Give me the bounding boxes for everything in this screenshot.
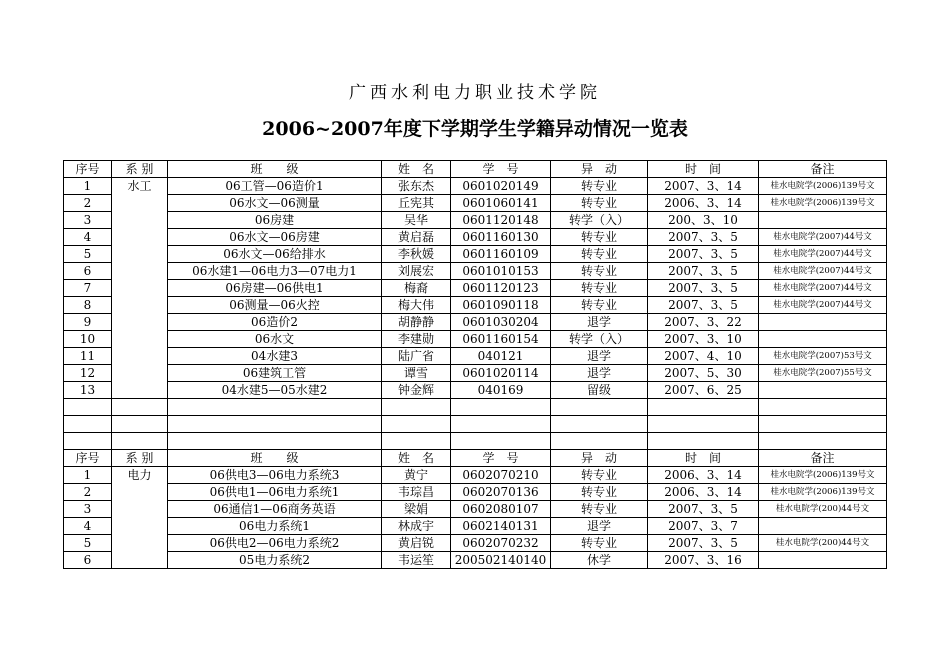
table-row [64,280,887,297]
header-col-id: 学 号 [451,161,551,178]
table-row [64,331,887,348]
class-cell: 04水建3 [168,348,382,365]
table-row [64,348,887,365]
student-name: 梁娟 [382,501,451,518]
table-row [64,297,887,314]
empty-cell [64,399,112,416]
header-col-no: 序号 [64,161,112,178]
student-id: 0601160154 [451,331,551,348]
table-row [64,535,887,552]
row-number: 4 [64,229,112,246]
table-row [64,195,887,212]
class-cell: 06水文—06房建 [168,229,382,246]
header-col-class: 班 级 [168,161,382,178]
empty-cell [168,399,382,416]
change-date: 2007、3、5 [648,297,759,314]
empty-cell [759,433,887,450]
empty-cell [648,433,759,450]
empty-cell [451,399,551,416]
status-change: 转专业 [551,297,648,314]
change-date: 2007、3、14 [648,178,759,195]
table-row [64,178,887,195]
change-date: 2006、3、14 [648,484,759,501]
document-title: 2006~2007年度下学期学生学籍异动情况一览表 [262,118,688,140]
student-name: 钟金辉 [382,382,451,399]
empty-cell [759,399,887,416]
student-name: 梅大伟 [382,297,451,314]
empty-row [64,416,887,433]
class-cell: 06造价2 [168,314,382,331]
status-change: 转专业 [551,535,648,552]
student-name: 黄启磊 [382,229,451,246]
student-name: 韦运笙 [382,552,451,569]
row-number: 12 [64,365,112,382]
student-name: 韦琮昌 [382,484,451,501]
row-number: 5 [64,246,112,263]
header-col-note: 备注 [759,161,887,178]
status-change: 退学 [551,518,648,535]
class-cell: 06供电2—06电力系统2 [168,535,382,552]
empty-cell [451,433,551,450]
empty-row [64,433,887,450]
student-id: 0602070232 [451,535,551,552]
change-date: 2006、3、14 [648,195,759,212]
status-change: 退学 [551,348,648,365]
table-row [64,484,887,501]
class-cell: 06电力系统1 [168,518,382,535]
table-row [64,467,887,484]
class-cell: 06建筑工管 [168,365,382,382]
status-change: 休学 [551,552,648,569]
change-date: 2007、3、5 [648,535,759,552]
remark-cell: 桂水电院学(2007)44号文 [759,229,887,246]
class-cell: 06通信1—06商务英语 [168,501,382,518]
header-col-change: 异 动 [551,161,648,178]
student-id: 0602140131 [451,518,551,535]
class-cell: 06水建1—06电力3—07电力1 [168,263,382,280]
student-id: 0602070210 [451,467,551,484]
status-change: 转专业 [551,467,648,484]
table-header-row [64,161,887,178]
row-number: 4 [64,518,112,535]
remark-cell: 桂水电院学(200)44号文 [759,535,887,552]
header-col-name: 姓 名 [382,161,451,178]
status-change: 退学 [551,314,648,331]
student-name: 黄启锐 [382,535,451,552]
empty-cell [112,416,168,433]
change-date: 2007、3、5 [648,263,759,280]
empty-cell [168,433,382,450]
student-name: 梅裔 [382,280,451,297]
table-row [64,314,887,331]
change-date: 2007、5、30 [648,365,759,382]
change-date: 2007、3、7 [648,518,759,535]
class-cell: 06供电1—06电力系统1 [168,484,382,501]
row-number: 9 [64,314,112,331]
status-change: 退学 [551,365,648,382]
status-change: 转专业 [551,195,648,212]
empty-cell [64,416,112,433]
change-date: 2007、3、16 [648,552,759,569]
header-col-id: 学 号 [451,450,551,467]
student-status-table [63,160,887,569]
student-name: 李秋媛 [382,246,451,263]
header-col-dept: 系 别 [112,161,168,178]
department-cell: 水工 [112,178,168,399]
remark-cell [759,552,887,569]
student-id: 040169 [451,382,551,399]
remark-cell: 桂水电院学(2007)55号文 [759,365,887,382]
student-name: 林成宇 [382,518,451,535]
status-change: 转专业 [551,501,648,518]
student-name: 陆广省 [382,348,451,365]
change-date: 2007、3、22 [648,314,759,331]
remark-cell: 桂水电院学(2007)44号文 [759,280,887,297]
change-date: 2006、3、14 [648,467,759,484]
remark-cell: 桂水电院学(2007)44号文 [759,297,887,314]
row-number: 11 [64,348,112,365]
empty-cell [382,416,451,433]
student-name: 吴华 [382,212,451,229]
change-date: 2007、3、5 [648,246,759,263]
change-date: 2007、3、5 [648,280,759,297]
change-date: 2007、6、25 [648,382,759,399]
row-number: 3 [64,212,112,229]
student-id: 0601160109 [451,246,551,263]
change-date: 2007、3、10 [648,331,759,348]
status-change: 转专业 [551,178,648,195]
row-number: 10 [64,331,112,348]
row-number: 6 [64,263,112,280]
row-number: 13 [64,382,112,399]
student-name: 李建勋 [382,331,451,348]
remark-cell [759,212,887,229]
student-name: 张东杰 [382,178,451,195]
student-id: 0601090118 [451,297,551,314]
remark-cell: 桂水电院学(2006)139号文 [759,484,887,501]
remark-cell [759,314,887,331]
status-change: 转专业 [551,246,648,263]
status-change: 留级 [551,382,648,399]
class-cell: 06水文—06测量 [168,195,382,212]
student-name: 刘展宏 [382,263,451,280]
header-col-date: 时 间 [648,161,759,178]
student-name: 丘宪其 [382,195,451,212]
empty-row [64,399,887,416]
student-name: 黄宁 [382,467,451,484]
student-id: 0601010153 [451,263,551,280]
status-change: 转学（入） [551,212,648,229]
class-cell: 06水文 [168,331,382,348]
table-row [64,229,887,246]
class-cell: 06供电3—06电力系统3 [168,467,382,484]
table-row [64,246,887,263]
student-id: 040121 [451,348,551,365]
status-change: 转专业 [551,229,648,246]
row-number: 5 [64,535,112,552]
empty-cell [64,433,112,450]
student-id: 0602070136 [451,484,551,501]
row-number: 2 [64,195,112,212]
class-cell: 06房建—06供电1 [168,280,382,297]
row-number: 8 [64,297,112,314]
empty-cell [648,416,759,433]
remark-cell: 桂水电院学(200)44号文 [759,501,887,518]
table-header-row [64,450,887,467]
table-row [64,518,887,535]
empty-cell [551,416,648,433]
empty-cell [112,399,168,416]
student-name: 谭雪 [382,365,451,382]
header-col-date: 时 间 [648,450,759,467]
header-col-note: 备注 [759,450,887,467]
student-id: 0601020149 [451,178,551,195]
student-id: 0601030204 [451,314,551,331]
remark-cell: 桂水电院学(2007)44号文 [759,263,887,280]
remark-cell [759,518,887,535]
class-cell: 04水建5—05水建2 [168,382,382,399]
student-name: 胡静静 [382,314,451,331]
student-id: 0601020114 [451,365,551,382]
class-cell: 06水文—06给排水 [168,246,382,263]
remark-cell: 桂水电院学(2007)44号文 [759,246,887,263]
student-id: 200502140140 [451,552,551,569]
class-cell: 06测量—06火控 [168,297,382,314]
header-col-no: 序号 [64,450,112,467]
remark-cell: 桂水电院学(2006)139号文 [759,178,887,195]
header-col-change: 异 动 [551,450,648,467]
change-date: 2007、4、10 [648,348,759,365]
class-cell: 05电力系统2 [168,552,382,569]
class-cell: 06房建 [168,212,382,229]
row-number: 2 [64,484,112,501]
row-number: 3 [64,501,112,518]
status-change: 转专业 [551,484,648,501]
header-col-name: 姓 名 [382,450,451,467]
empty-cell [648,399,759,416]
remark-cell: 桂水电院学(2007)53号文 [759,348,887,365]
institution-name: 广西水利电力职业技术学院 [349,83,601,103]
header-col-dept: 系 别 [112,450,168,467]
change-date: 2007、3、5 [648,501,759,518]
row-number: 1 [64,178,112,195]
remark-cell: 桂水电院学(2006)139号文 [759,195,887,212]
student-id: 0602080107 [451,501,551,518]
table-row [64,501,887,518]
table-row [64,365,887,382]
department-cell: 电力 [112,467,168,569]
empty-cell [551,433,648,450]
class-cell: 06工管—06造价1 [168,178,382,195]
table-row [64,263,887,280]
change-date: 2007、3、5 [648,229,759,246]
remark-cell: 桂水电院学(2006)139号文 [759,467,887,484]
student-id: 0601060141 [451,195,551,212]
student-id: 0601120123 [451,280,551,297]
table-row [64,552,887,569]
table-row [64,212,887,229]
status-change: 转专业 [551,263,648,280]
status-change: 转学（入） [551,331,648,348]
row-number: 7 [64,280,112,297]
header-col-class: 班 级 [168,450,382,467]
empty-cell [382,399,451,416]
change-date: 200、3、10 [648,212,759,229]
empty-cell [112,433,168,450]
empty-cell [382,433,451,450]
empty-cell [168,416,382,433]
empty-cell [759,416,887,433]
student-id: 0601160130 [451,229,551,246]
row-number: 1 [64,467,112,484]
empty-cell [451,416,551,433]
remark-cell [759,382,887,399]
row-number: 6 [64,552,112,569]
status-change: 转专业 [551,280,648,297]
empty-cell [551,399,648,416]
student-id: 0601120148 [451,212,551,229]
remark-cell [759,331,887,348]
table-row [64,382,887,399]
